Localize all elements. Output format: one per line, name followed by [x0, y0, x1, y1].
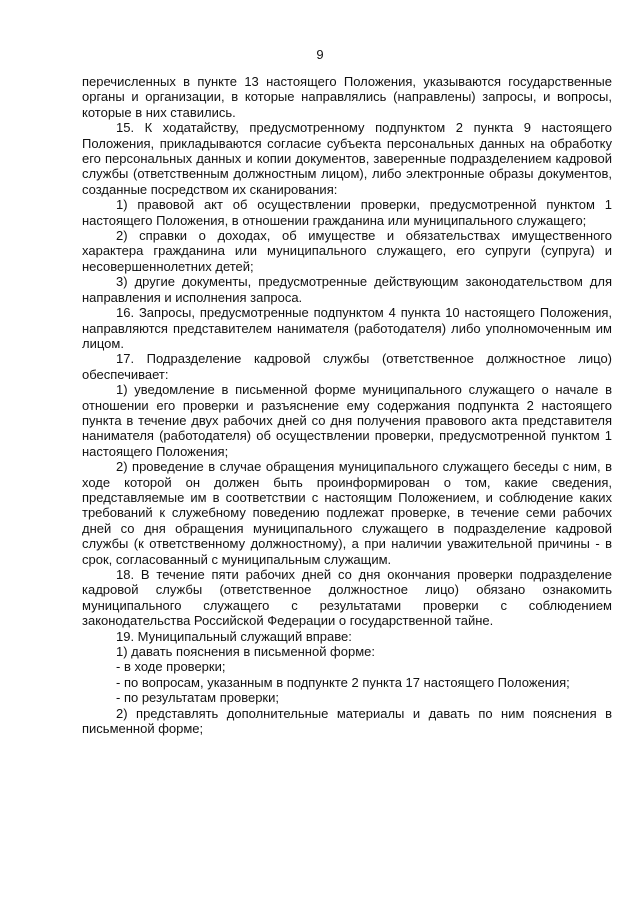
list-item-dash: - в ходе проверки; [116, 659, 226, 675]
paragraph-item-15-3: 3) другие документы, предусмотренные действующим законодательством для направления и исполнения запроса. [82, 274, 612, 305]
paragraph-item-19-1: 1) давать пояснения в письменной форме: [116, 644, 375, 660]
paragraph-item-19: 19. Муниципальный служащий вправе: [116, 628, 352, 644]
list-item-dash: - по вопросам, указанным в подпункте 2 пункта 17 настоящего Положения; [116, 674, 570, 690]
paragraph-item-17-2: 2) проведение в случае обращения муниципального служащего беседы с ним, в ходе которой он должен быть проинформирован о том, какие сведения, представляемые им в соответствии с настоящим Положением, и соблюдение каких требований к служебному поведению подлежат проверке, в течение семи рабочих дней со дня обращения муниципального служащего в подразделение кадровой службы (к ответственному должностному), а при наличии уважительной причины - в срок, согласованный с муниципальным служащим. [82, 459, 612, 567]
paragraph-item-15: 15. К ходатайству, предусмотренному подпунктом 2 пункта 9 настоящего Положения, прикладываются согласие субъекта персональных данных на обработку его персональных данных и копии документов, заверенные подразделением кадровой службы (ответственным должностным лицом), либо электронные образы документов, созданные посредством их сканирования: [82, 120, 612, 197]
paragraph-item-18: 18. В течение пяти рабочих дней со дня окончания проверки подразделение кадровой службы (ответственное должностное лицо) обязано ознакомить муниципального служащего с результатами проверки с соблюдением законодательства Российской Федерации о государственной тайне. [82, 567, 612, 629]
paragraph-item-17: 17. Подразделение кадровой службы (ответственное должностное лицо) обеспечивает: [82, 351, 612, 382]
document-body [82, 74, 612, 736]
paragraph-item-16: 16. Запросы, предусмотренные подпунктом 4 пункта 10 настоящего Положения, направляются представителем нанимателя (работодателя) либо уполномоченным им лицом. [82, 305, 612, 351]
page-number: 9 [316, 47, 324, 62]
paragraph-item-17-1: 1) уведомление в письменной форме муниципального служащего о начале в отношении его проверки и разъяснение ему содержания подпункта 2 настоящего пункта в течение двух рабочих дней со дня получения правового акта представителя нанимателя (работодателя) об осуществлении проверки, предусмотренной пунктом 1 настоящего Положения; [82, 382, 612, 459]
paragraph-item-15-2: 2) справки о доходах, об имуществе и обязательствах имущественного характера гражданина или муниципального служащего, его супруги (супруга) и несовершеннолетних детей; [82, 228, 612, 274]
paragraph-item-15-1: 1) правовой акт об осуществлении проверки, предусмотренной пунктом 1 настоящего Положения, в отношении гражданина или муниципального служащего; [82, 197, 612, 228]
list-item-dash: - по результатам проверки; [116, 690, 279, 706]
paragraph-continuation: перечисленных в пункте 13 настоящего Положения, указываются государственные органы и организации, в которые направлялись (направлены) запросы, и вопросы, которые в них ставились. [82, 74, 612, 120]
paragraph-item-19-2: 2) представлять дополнительные материалы и давать по ним пояснения в письменной форме; [82, 705, 612, 737]
